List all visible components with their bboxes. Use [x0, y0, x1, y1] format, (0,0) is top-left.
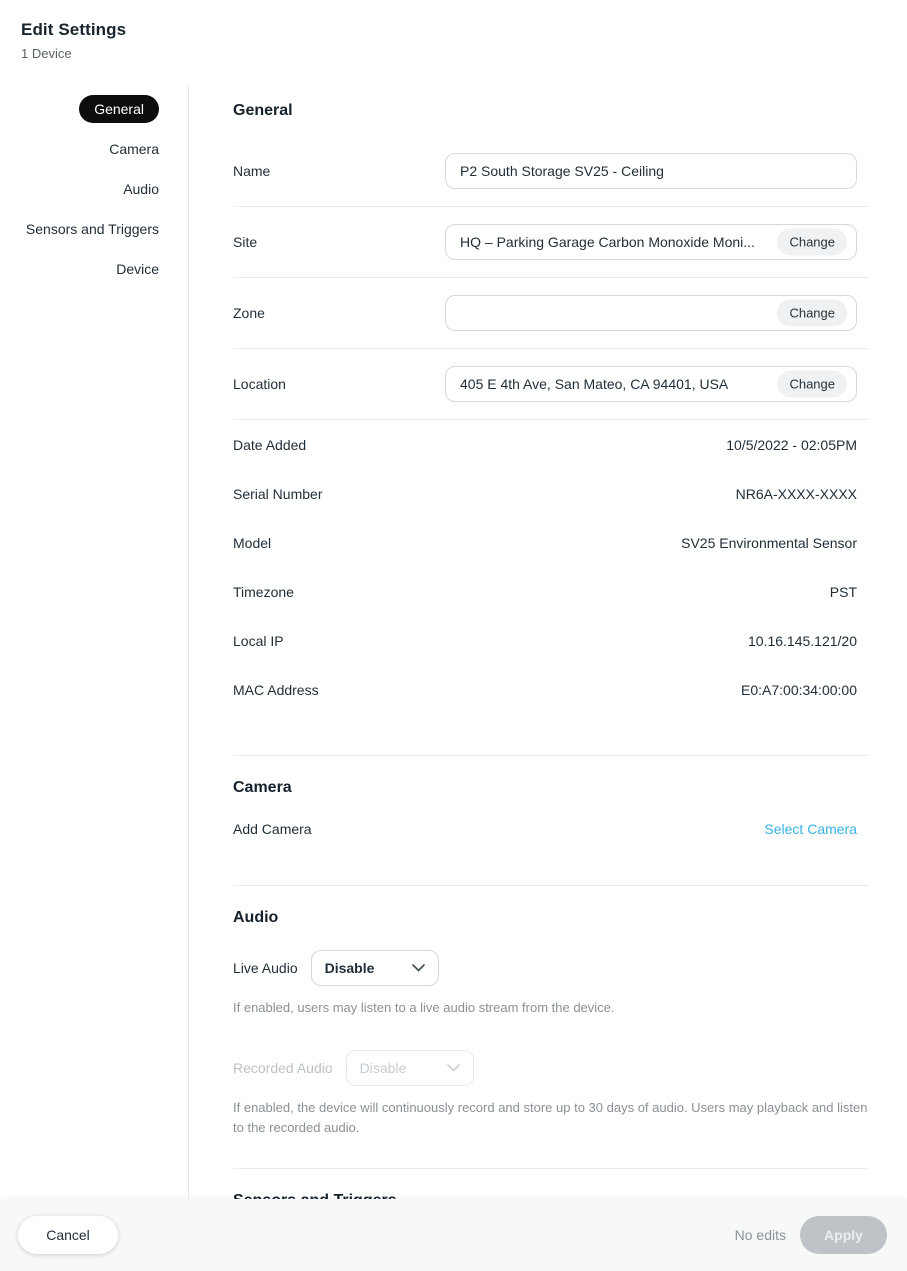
add-camera-label: Add Camera — [233, 821, 312, 837]
recorded-audio-help-text: If enabled, the device will continuously record and store up to 30 days of audio. Users may playback and listen to the recorded audio. — [233, 1100, 868, 1135]
site-change-button[interactable]: Change — [777, 229, 847, 256]
sidebar-item-audio-label: Audio — [123, 181, 159, 197]
camera-section-heading: Camera — [233, 779, 292, 796]
mac-address-label: MAC Address — [233, 681, 319, 698]
location-label: Location — [233, 376, 286, 392]
table-row — [233, 420, 857, 469]
recorded-audio-select — [346, 1050, 474, 1086]
settings-content[interactable] — [189, 85, 907, 1271]
general-section-heading: General — [233, 102, 293, 119]
recorded-audio-row — [233, 1050, 869, 1086]
zone-row — [233, 278, 869, 349]
name-label: Name — [233, 163, 271, 179]
footer-right-group — [735, 1216, 887, 1254]
sidebar-item-device[interactable] — [0, 249, 188, 289]
sidebar-item-audio[interactable] — [0, 169, 188, 209]
model-label: Model — [233, 534, 272, 551]
site-field — [445, 224, 857, 260]
select-camera-link[interactable]: Select Camera — [764, 821, 857, 837]
location-change-button[interactable]: Change — [777, 371, 847, 398]
location-value: 405 E 4th Ave, San Mateo, CA 94401, USA — [460, 376, 729, 392]
location-row — [233, 349, 869, 420]
serial-number-value: NR6A-XXXX-XXXX — [735, 485, 857, 502]
serial-number-label: Serial Number — [233, 485, 323, 502]
date-added-value: 10/5/2022 - 02:05PM — [726, 436, 857, 453]
site-value: HQ – Parking Garage Carbon Monoxide Moni... — [460, 234, 755, 250]
device-info-group — [233, 420, 869, 756]
live-audio-row — [233, 950, 869, 986]
recorded-audio-label: Recorded Audio — [233, 1060, 333, 1076]
sidebar-item-camera-label: Camera — [109, 141, 159, 157]
date-added-label: Date Added — [233, 436, 307, 453]
local-ip-label: Local IP — [233, 632, 284, 649]
name-input[interactable] — [445, 153, 857, 189]
device-count: 1 Device — [21, 46, 72, 61]
zone-field — [445, 295, 857, 331]
settings-body — [0, 85, 907, 1271]
live-audio-help-text: If enabled, users may listen to a live audio stream from the device. — [233, 1000, 615, 1015]
table-row — [233, 616, 857, 665]
site-row — [233, 207, 869, 278]
name-row — [233, 136, 869, 207]
audio-section-heading: Audio — [233, 909, 279, 926]
edit-status-text: No edits — [734, 1227, 786, 1243]
live-audio-label: Live Audio — [233, 960, 298, 976]
table-row — [233, 567, 857, 616]
settings-sidebar — [0, 85, 189, 1271]
sidebar-item-general[interactable] — [0, 89, 188, 129]
local-ip-value: 10.16.145.121/20 — [748, 632, 857, 649]
location-field — [445, 366, 857, 402]
model-value: SV25 Environmental Sensor — [681, 534, 857, 551]
zone-change-button[interactable]: Change — [777, 300, 847, 327]
cancel-button[interactable]: Cancel — [18, 1216, 118, 1254]
sidebar-item-device-label: Device — [116, 261, 159, 277]
sidebar-item-camera[interactable] — [0, 129, 188, 169]
sidebar-item-sensors-and-triggers[interactable] — [0, 209, 188, 249]
chevron-down-icon — [447, 1064, 460, 1072]
add-camera-row — [233, 821, 857, 837]
mac-address-value: E0:A7:00:34:00:00 — [741, 681, 857, 698]
site-label: Site — [233, 234, 258, 250]
table-row — [233, 665, 857, 714]
timezone-value: PST — [829, 583, 857, 600]
page-title: Edit Settings — [21, 20, 127, 39]
camera-section — [233, 779, 869, 886]
action-footer — [0, 1199, 907, 1271]
table-row — [233, 469, 857, 518]
timezone-label: Timezone — [233, 583, 294, 600]
recorded-audio-selected-value: Disable — [359, 1060, 407, 1076]
live-audio-select[interactable] — [311, 950, 439, 986]
live-audio-selected-value: Disable — [324, 960, 375, 976]
table-row — [233, 518, 857, 567]
chevron-down-icon — [412, 964, 425, 972]
audio-section — [233, 909, 869, 1169]
zone-label: Zone — [233, 305, 265, 321]
sidebar-item-general-label: General — [79, 95, 159, 123]
apply-button[interactable]: Apply — [800, 1216, 887, 1254]
sidebar-item-sensors-label: Sensors and Triggers — [25, 221, 159, 237]
page-header — [0, 0, 907, 85]
